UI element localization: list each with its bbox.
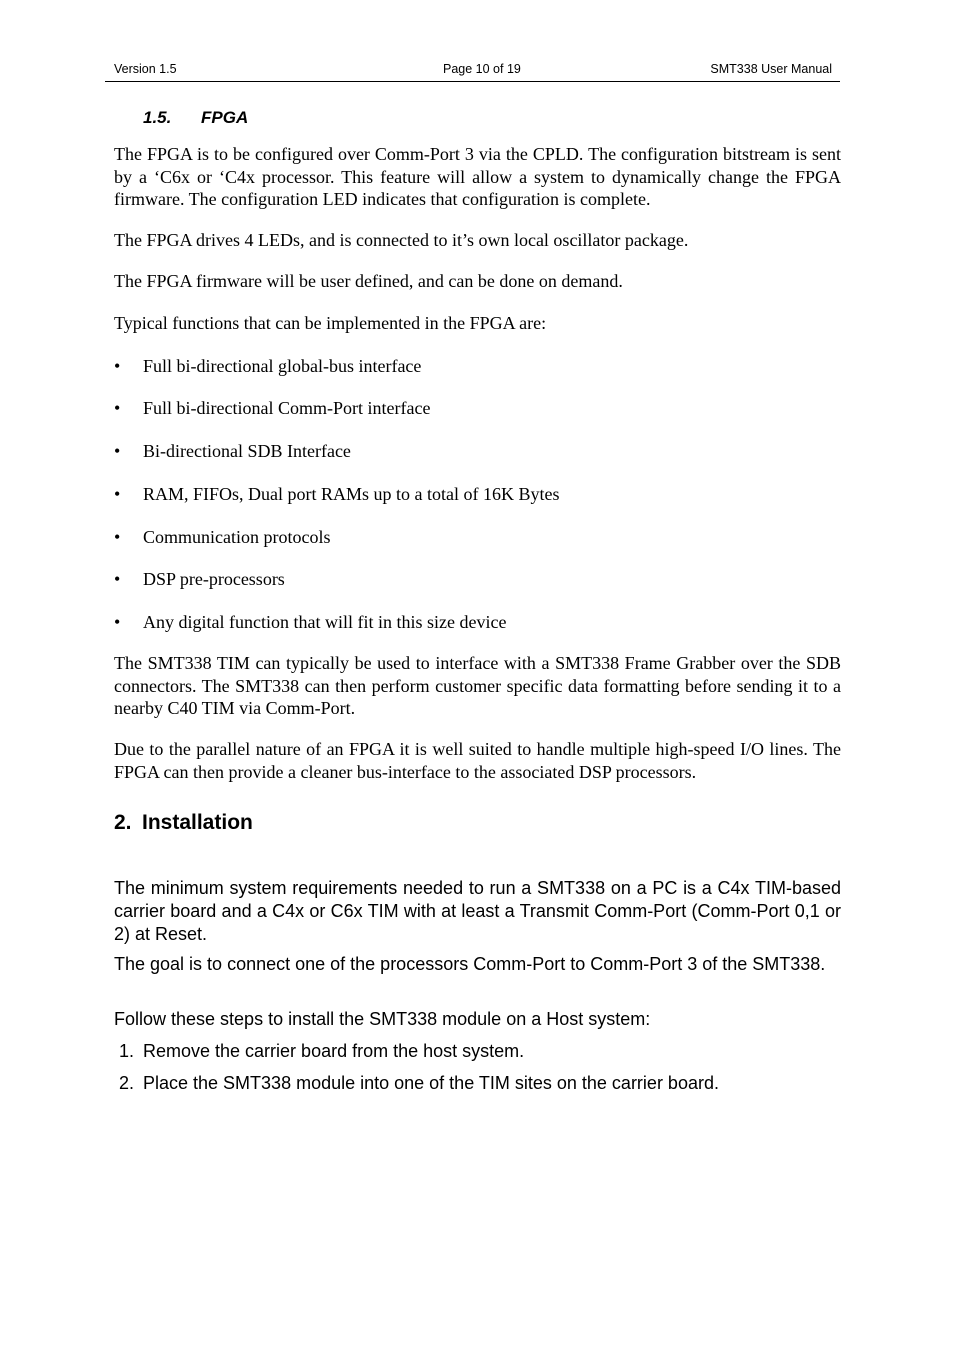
step-text: Remove the carrier board from the host system. <box>143 1041 525 1061</box>
section-2-number: 2. <box>114 811 132 834</box>
list-item-text: Any digital function that will fit in this size device <box>143 612 507 632</box>
header-divider <box>105 81 840 82</box>
bullet-icon: • <box>114 484 121 504</box>
bullet-icon: • <box>114 612 121 632</box>
step-number: 2. <box>119 1073 135 1093</box>
section-1-5-heading <box>143 108 248 128</box>
header-document-title: SMT338 User Manual <box>710 62 832 76</box>
list-item-text: RAM, FIFOs, Dual port RAMs up to a total of 16K Bytes <box>143 484 560 504</box>
section-2-title: Installation <box>142 811 253 834</box>
bullet-icon: • <box>114 356 121 376</box>
paragraph-smt338-tim-usage: The SMT338 TIM can typically be used to interface with a SMT338 Frame Grabber over the SDB connectors. The SMT338 can then perform customer specific data formatting before sending it to a nearby C40 TIM via Comm-Port. <box>114 653 841 718</box>
list-item-text: Bi-directional SDB Interface <box>143 441 351 461</box>
bullet-icon: • <box>114 569 121 589</box>
paragraph-fpga-parallel-nature: Due to the parallel nature of an FPGA it is well suited to handle multiple high-speed I/O lines. The FPGA can then provide a cleaner bus-interface to the associated DSP processors. <box>114 739 841 782</box>
header-version: Version 1.5 <box>114 62 177 76</box>
page-header <box>114 62 840 80</box>
bullet-icon: • <box>114 527 121 547</box>
section-1-5-number: 1.5. <box>143 108 172 127</box>
list-item-text: Full bi-directional global-bus interface <box>143 356 422 376</box>
list-item-text: DSP pre-processors <box>143 569 285 589</box>
header-page-number: Page 10 of 19 <box>443 62 521 76</box>
paragraph-fpga-configuration: The FPGA is to be configured over Comm-Port 3 via the CPLD. The configuration bitstream is sent by a ‘C6x or ‘C4x processor. This feature will allow a system to dynamically change the FPGA firmware. The configuration LED indicates that configuration is complete. <box>114 144 841 209</box>
paragraph-installation-goal: The goal is to connect one of the processors Comm-Port to Comm-Port 3 of the SMT338. <box>114 954 826 974</box>
bullet-icon: • <box>114 398 121 418</box>
paragraph-system-requirements: The minimum system requirements needed to run a SMT338 on a PC is a C4x TIM-based carrier board and a C4x or C6x TIM with at least a Transmit Comm-Port (Comm-Port 0,1 or 2) at Reset. <box>114 878 841 944</box>
step-number: 1. <box>119 1041 135 1061</box>
list-item-text: Communication protocols <box>143 527 331 547</box>
bullet-icon: • <box>114 441 121 461</box>
section-2-heading <box>114 811 253 835</box>
paragraph-installation-intro: Follow these steps to install the SMT338 module on a Host system: <box>114 1009 651 1029</box>
step-text: Place the SMT338 module into one of the TIM sites on the carrier board. <box>143 1073 719 1093</box>
section-1-5-title: FPGA <box>201 108 249 127</box>
paragraph-typical-functions: Typical functions that can be implemented in the FPGA are: <box>114 313 547 333</box>
list-item-text: Full bi-directional Comm-Port interface <box>143 398 431 418</box>
paragraph-fpga-leds: The FPGA drives 4 LEDs, and is connected to it’s own local oscillator package. <box>114 230 689 250</box>
paragraph-fpga-firmware: The FPGA firmware will be user defined, and can be done on demand. <box>114 271 623 291</box>
